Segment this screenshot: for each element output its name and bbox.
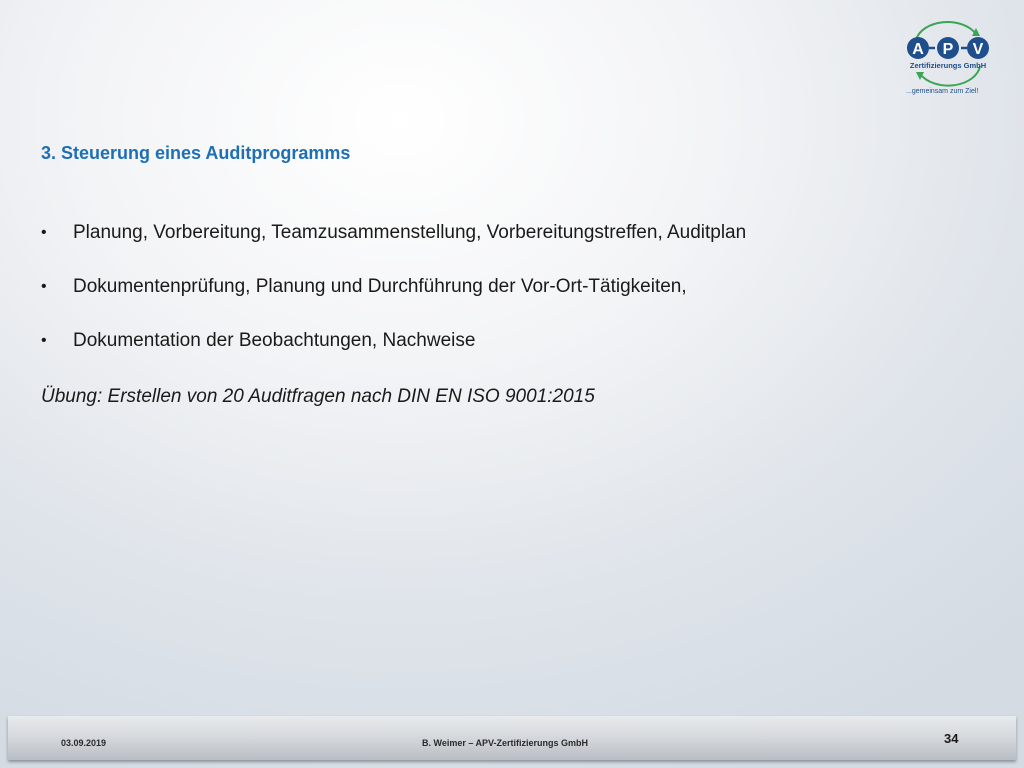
apv-logo bbox=[896, 18, 1000, 98]
logo-letter-p: P bbox=[942, 41, 954, 58]
bullet-dot-icon: • bbox=[41, 332, 47, 349]
apv-logo-graphic bbox=[896, 18, 1000, 90]
exercise-text: Übung: Erstellen von 20 Auditfragen nach DIN EN ISO 9001:2015 bbox=[41, 386, 595, 407]
logo-letter-a: A bbox=[912, 41, 924, 58]
footer-author: B. Weimer – APV-Zertifizierungs GmbH bbox=[422, 738, 589, 748]
bullet-dot-icon: • bbox=[41, 278, 47, 295]
logo-tagline: ...gemeinsam zum Ziel! bbox=[906, 88, 979, 95]
logo-subtitle: Zertifizierungs GmbH bbox=[909, 61, 987, 70]
bullet-text: Planung, Vorbereitung, Teamzusammenstellung, Vorbereitungstreffen, Auditplan bbox=[73, 222, 747, 243]
page-number: 34 bbox=[944, 731, 959, 746]
bullet-dot-icon: • bbox=[41, 224, 47, 241]
slide-title: 3. Steuerung eines Auditprogramms bbox=[41, 143, 351, 163]
bullet-text: Dokumentenprüfung, Planung und Durchführung der Vor-Ort-Tätigkeiten, bbox=[73, 276, 687, 297]
footer-date: 03.09.2019 bbox=[61, 738, 107, 748]
logo-letter-v: V bbox=[972, 41, 984, 58]
bullet-text: Dokumentation der Beobachtungen, Nachweise bbox=[73, 330, 476, 351]
